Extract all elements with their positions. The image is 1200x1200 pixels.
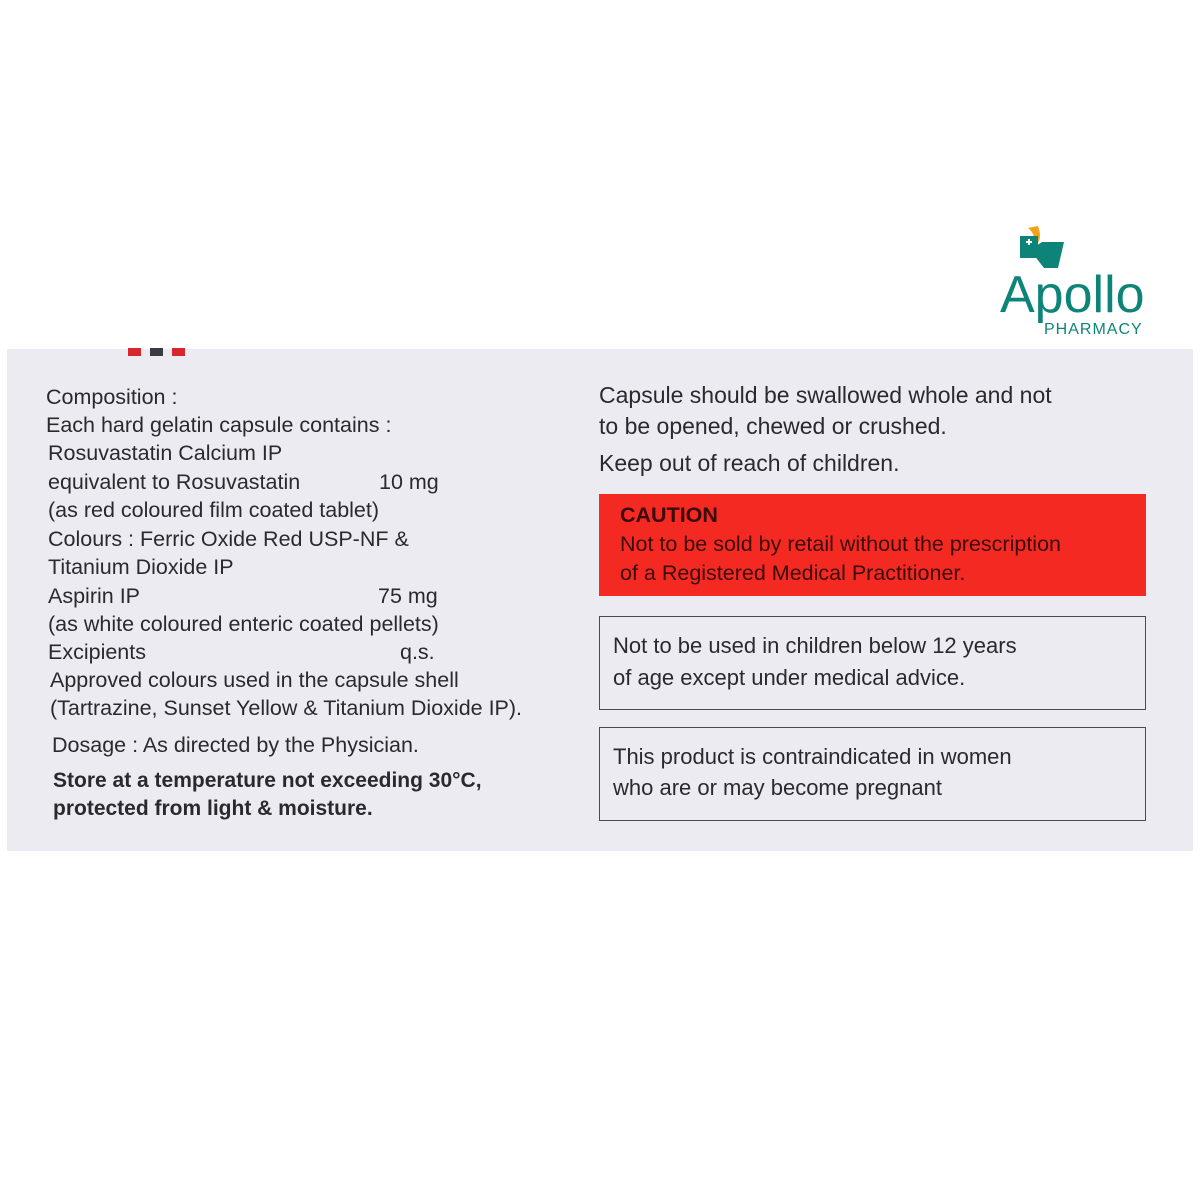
text-line: Aspirin IP <box>48 584 141 608</box>
caution-text: of a Registered Medical Practitioner. <box>620 561 966 585</box>
box-text: who are or may become pregnant <box>613 775 942 800</box>
text-line: Approved colours used in the capsule shell <box>50 668 459 692</box>
caution-box <box>599 494 1146 596</box>
swallow-instruction: to be opened, chewed or crushed. <box>599 413 947 439</box>
swallow-instruction: Capsule should be swallowed whole and not <box>599 382 1052 408</box>
text-line: Each hard gelatin capsule contains : <box>46 413 392 437</box>
composition-heading: Composition : <box>46 385 178 409</box>
pregnancy-box <box>599 727 1146 821</box>
excipients-qty: q.s. <box>400 640 435 664</box>
text-line: Excipients <box>48 640 146 664</box>
aspirin-dose: 75 mg <box>378 584 438 608</box>
text-line: Titanium Dioxide IP <box>48 555 234 579</box>
apollo-pharmacy-logo <box>1000 220 1170 345</box>
rosuvastatin-dose: 10 mg <box>379 470 439 494</box>
storage-text: Store at a temperature not exceeding 30°C, <box>53 769 482 792</box>
color-mark <box>150 348 163 356</box>
children-warning: Keep out of reach of children. <box>599 450 900 476</box>
children-age-box <box>599 616 1146 710</box>
dosage-text: Dosage : As directed by the Physician. <box>52 733 419 757</box>
text-line: (as red coloured film coated tablet) <box>48 498 380 522</box>
storage-text: protected from light & moisture. <box>53 797 373 820</box>
text-line: equivalent to Rosuvastatin <box>48 470 301 494</box>
text-line: (Tartrazine, Sunset Yellow & Titanium Dioxide IP). <box>50 696 523 720</box>
box-text: Not to be used in children below 12 years <box>613 633 1017 658</box>
color-mark <box>128 348 141 356</box>
caution-title: CAUTION <box>620 503 718 527</box>
box-text: This product is contraindicated in women <box>613 744 1012 769</box>
text-line: Colours : Ferric Oxide Red USP-NF & <box>48 527 409 551</box>
svg-text:PHARMACY: PHARMACY <box>1044 321 1143 338</box>
svg-text:Apollo: Apollo <box>1000 266 1145 324</box>
caution-text: Not to be sold by retail without the prescription <box>620 532 1061 556</box>
color-mark <box>172 348 185 356</box>
text-line: Rosuvastatin Calcium IP <box>48 441 283 465</box>
text-line: (as white coloured enteric coated pellets) <box>48 612 439 636</box>
box-text: of age except under medical advice. <box>613 665 966 690</box>
